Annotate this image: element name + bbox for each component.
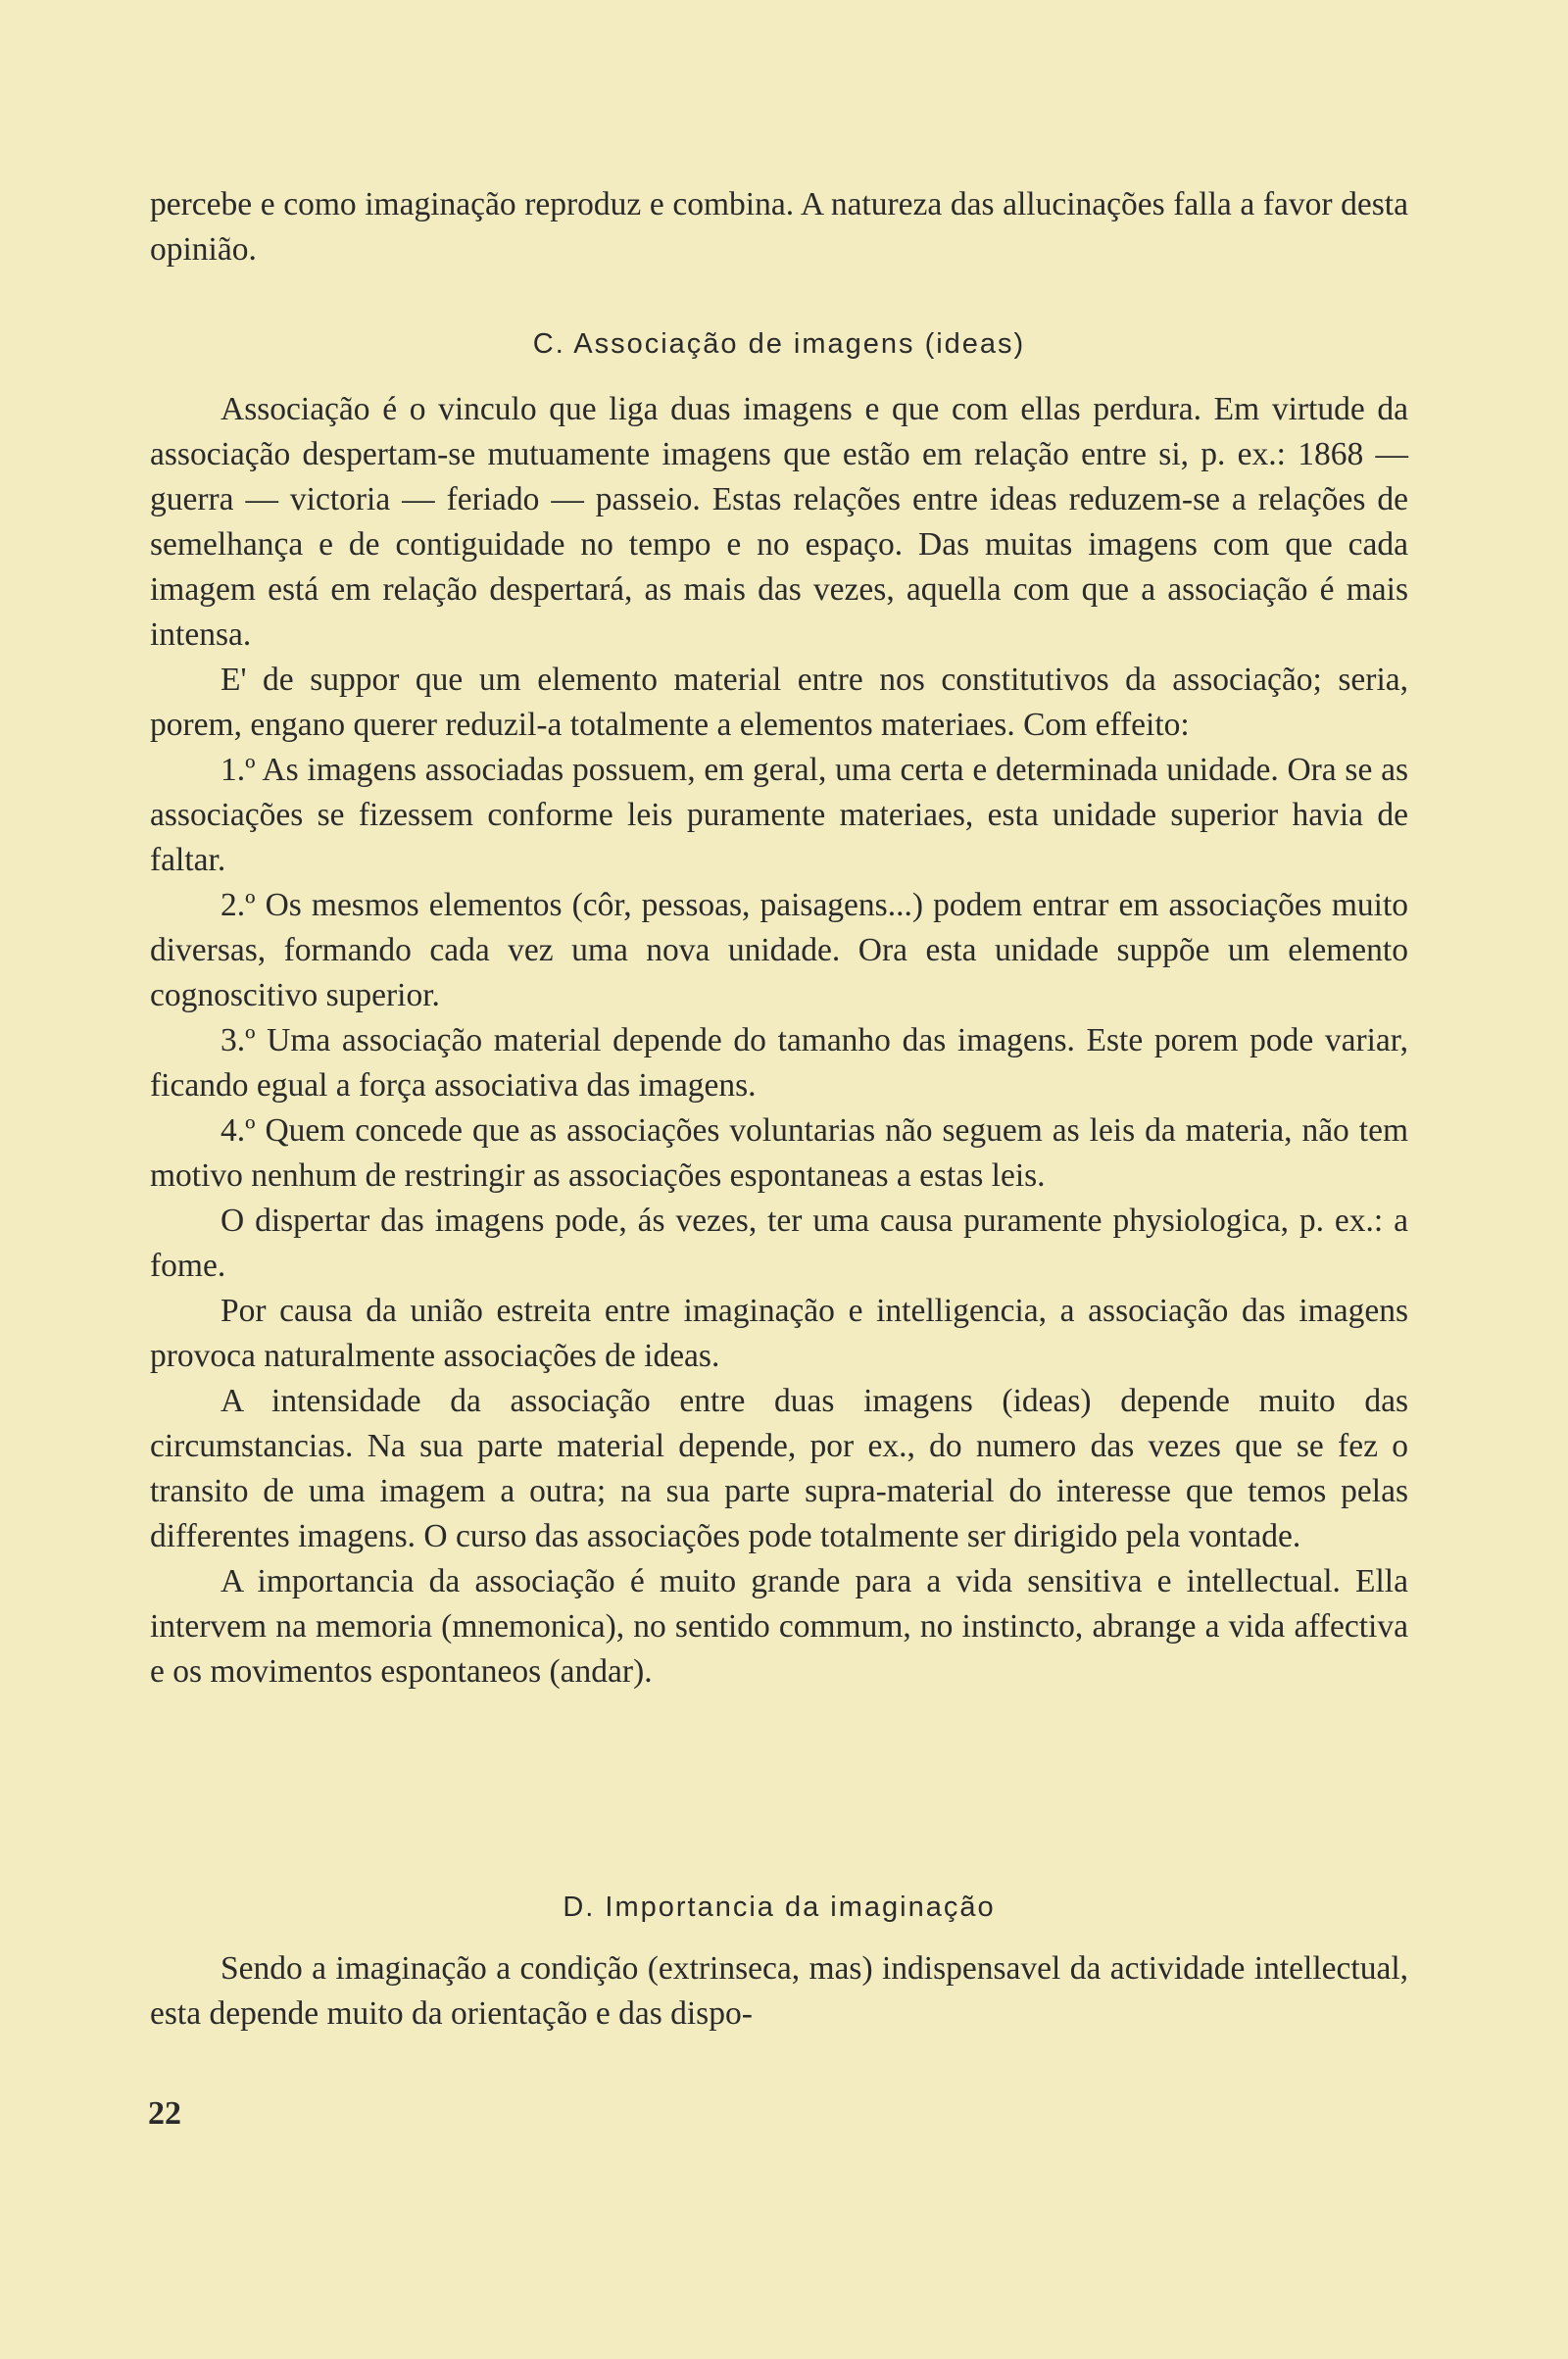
numbered-paragraph: 2.º Os mesmos elementos (côr, pessoas, paisagens...) podem entrar em associações muito diversas, formando cada vez uma nova unidade. Ora esta unidade suppõe um elemento cognoscitivo superior. — [150, 887, 1408, 1013]
section-heading-c: C. Associação de imagens (ideas) — [532, 328, 1026, 360]
paragraph: percebe e como imaginação reproduz e combina. A natureza das allucinações falla a favor desta opinião. — [150, 186, 1408, 268]
numbered-paragraph: 1.º As imagens associadas possuem, em geral, uma certa e determinada unidade. Ora se as associações se fizessem conforme leis puramente materiaes, esta unidade superior havia de faltar. — [150, 752, 1408, 878]
numbered-paragraph: 3.º Uma associação material depende do tamanho das imagens. Este porem pode variar, ficando egual a força associativa das imagens. — [150, 1022, 1408, 1104]
paragraph: E' de suppor que um elemento material entre nos constitutivos da associação; seria, porem, engano querer reduzil-a totalmente a elementos materiaes. Com effeito: — [150, 662, 1408, 743]
paragraph: Associação é o vinculo que liga duas imagens e que com ellas perdura. Em virtude da associação despertam-se mutuamente imagens que estão em relação entre si, p. ex.: 1868 — guerra — victoria — feriado — passeio. Estas relações entre ideas reduzem-se a relações de semelhança e de contiguidade no tempo e no espaço. Das muitas imagens com que cada imagem está em relação despertará, as mais das vezes, aquella com que a associação é mais intensa. — [150, 391, 1408, 653]
paragraph: Por causa da união estreita entre imaginação e intelligencia, a associação das imagens provoca naturalmente associações de ideas. — [150, 1293, 1408, 1374]
paragraph: Sendo a imaginação a condição (extrinseca, mas) indispensavel da actividade intellectual, esta depende muito da orientação e das dispo- — [150, 1950, 1408, 2032]
paragraph: A importancia da associação é muito grande para a vida sensitiva e intellectual. Ella intervem na memoria (mnemonica), no sentido commum, no instincto, abrange a vida affectiva e os movimentos espontaneos (andar). — [150, 1563, 1408, 1690]
numbered-paragraph: 4.º Quem concede que as associações voluntarias não seguem as leis da materia, não tem motivo nenhum de restringir as associações espontaneas a estas leis. — [150, 1112, 1408, 1194]
page-number: 22 — [148, 2095, 181, 2132]
section-c-body — [150, 387, 1408, 1695]
section-d-body — [150, 1946, 1408, 2037]
section-heading-d: D. Importancia da imaginação — [563, 1892, 996, 1923]
continued-paragraph — [150, 182, 1408, 272]
paragraph: A intensidade da associação entre duas imagens (ideas) depende muito das circumstancias. Na sua parte material depende, por ex., do numero das vezes que se fez o transito de uma imagem a outra; na sua parte supra-material do interesse que temos pelas differentes imagens. O curso das associações pode totalmente ser dirigido pela vontade. — [150, 1383, 1408, 1554]
paragraph: O dispertar das imagens pode, ás vezes, ter uma causa puramente physiologica, p. ex.: a fome. — [150, 1203, 1408, 1284]
